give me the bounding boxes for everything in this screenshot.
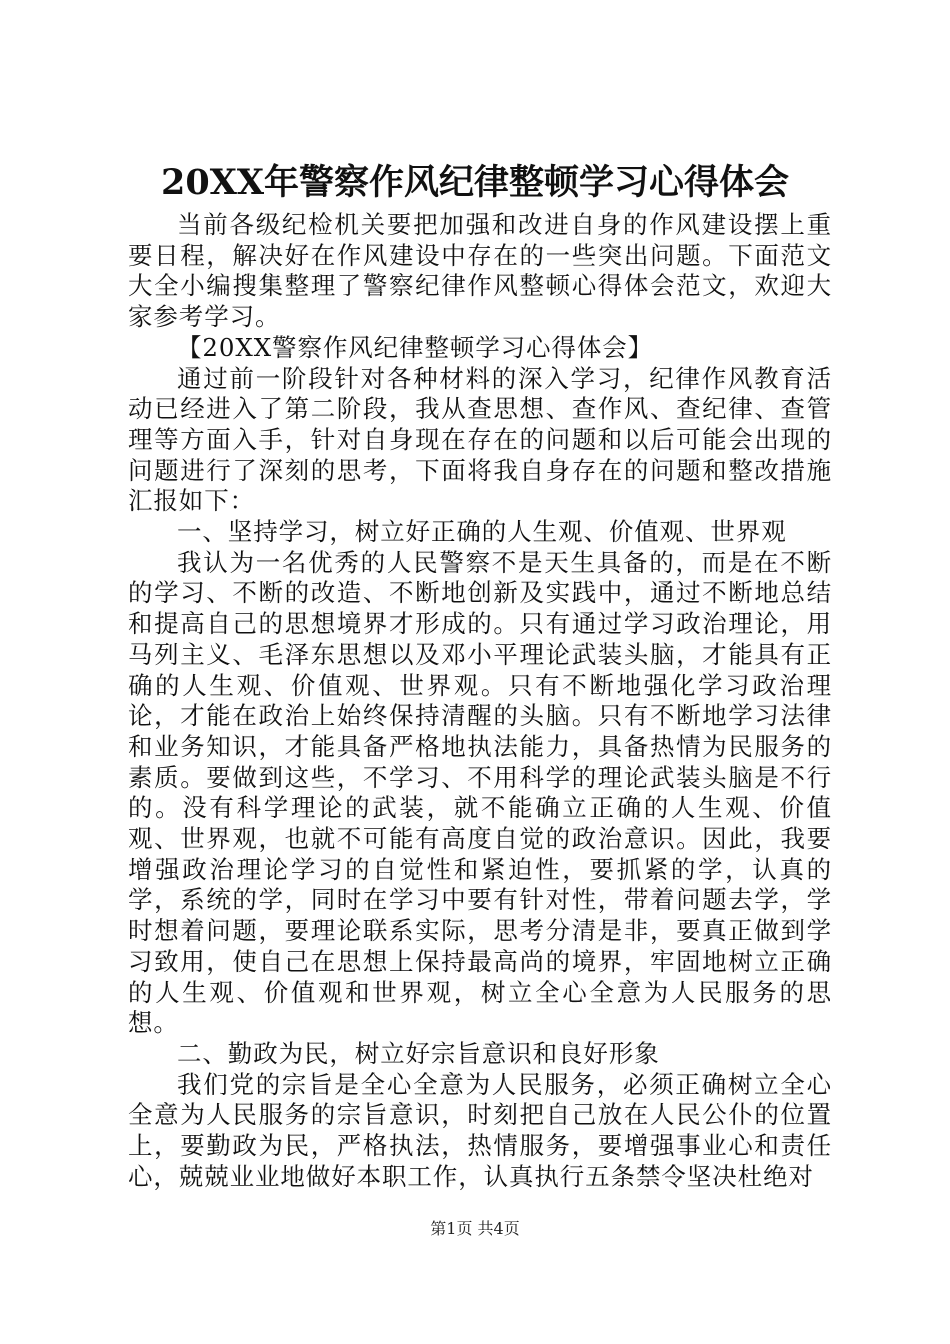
paragraph-overview: 通过前一阶段针对各种材料的深入学习，纪律作风教育活动已经进入了第二阶段，我从查思想、查作风、查纪律、查管理等方面入手，针对自身现在存在的问题和以后可能会出现的问题进行了深刻的思考，下面将我自身存在的问题和整改措施汇报如下：: [128, 363, 832, 516]
paragraph-subtitle: 【20XX警察作风纪律整顿学习心得体会】: [177, 332, 654, 362]
section-heading-2: 二、勤政为民，树立好宗旨意识和良好形象: [177, 1038, 660, 1068]
section-heading-1: 一、坚持学习，树立好正确的人生观、价值观、世界观: [177, 517, 787, 547]
page-footer: 第1页 共4页: [430, 1219, 520, 1238]
paragraph-section-2: 我们党的宗旨是全心全意为人民服务，必须正确树立全心全意为人民服务的宗旨意识，时刻把自己放在人民公仆的位置上，要勤政为民，严格执法，热情服务，要增强事业心和责任心，兢兢业业地做好本职工作，认真执行五条禁令坚决杜绝对: [128, 1069, 832, 1191]
document-body: [128, 210, 832, 1193]
paragraph-intro: 当前各级纪检机关要把加强和改进自身的作风建设摆上重要日程，解决好在作风建设中存在的一些突出问题。下面范文大全小编搜集整理了警察纪律作风整顿心得体会范文，欢迎大家参考学习。: [128, 210, 832, 332]
document-title: 20XX年警察作风纪律整顿学习心得体会: [160, 162, 790, 203]
paragraph-section-1: 我认为一名优秀的人民警察不是天生具备的，而是在不断的学习、不断的改造、不断地创新及实践中，通过不断地总结和提高自己的思想境界才形成的。只有通过学习政治理论，用马列主义、毛泽东思想以及邓小平理论武装头脑，才能具有正确的人生观、价值观、世界观。只有不断地强化学习政治理论，才能在政治上始终保持清醒的头脑。只有不断地学习法律和业务知识，才能具备严格地执法能力，具备热情为民服务的素质。要做到这些，不学习、不用科学的理论武装头脑是不行的。没有科学理论的武装，就不能确立正确的人生观、价值观、世界观，也就不可能有高度自觉的政治意识。因此，我要增强政治理论学习的自觉性和紧迫性，要抓紧的学，认真的学，系统的学，同时在学习中要有针对性，带着问题去学，学时想着问题，要理论联系实际，思考分清是非，要真正做到学习致用，使自己在思想上保持最高尚的境界，牢固地树立正确的人生观、价值观和世界观，树立全心全意为人民服务的思想。: [128, 547, 832, 1038]
